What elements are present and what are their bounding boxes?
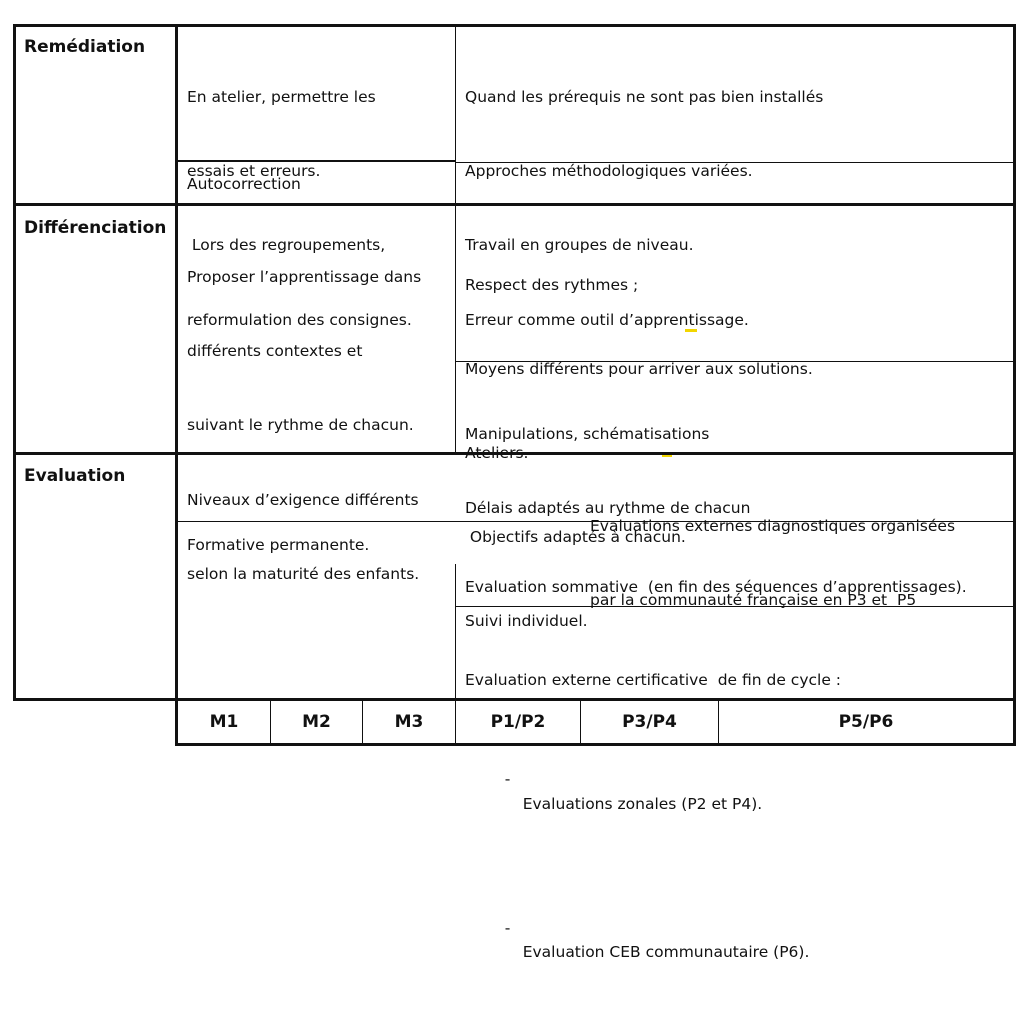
text-line: Objectifs adaptés à chacun. [465, 528, 686, 546]
text-line: essais et erreurs. [187, 161, 321, 180]
list-item [465, 891, 841, 990]
text-line: Lors des regroupements, [187, 236, 386, 255]
text-line: Erreur comme outil d’apprentissage. [465, 310, 749, 329]
evaluation-externes-text [590, 464, 955, 638]
text-line: selon la maturité des enfants. [187, 565, 420, 584]
level-m2: M2 [302, 712, 331, 732]
level-p5-p6: P5/P6 [838, 712, 894, 732]
list-item [465, 742, 841, 841]
text-line: Quand les prérequis ne sont pas bien installés [465, 87, 824, 106]
text-line: Evaluations externes diagnostiques organisées [590, 516, 956, 535]
text-line: suivant le rythme de chacun. [187, 416, 414, 435]
evaluation-sommative: Evaluation sommative (en fin des séquences d’apprentissages). [465, 578, 967, 596]
bullet-dash: - [504, 769, 511, 788]
text-line: Suivi individuel. [465, 612, 588, 630]
evaluation-certificative [465, 618, 841, 1015]
level-p3-p4: P3/P4 [622, 712, 677, 732]
text-line: Ateliers. [465, 444, 529, 462]
level-p1-p2: P1/P2 [490, 712, 546, 732]
text-line: Approches méthodologiques variées. [465, 161, 753, 180]
text-line: Manipulations, schématisations [465, 424, 710, 443]
row-label-evaluation: Evaluation [24, 466, 126, 486]
level-m3: M3 [394, 712, 424, 732]
bullet-dash: - [504, 918, 511, 937]
border-left [13, 24, 16, 700]
list-item-text: Evaluations zonales (P2 et P4). [522, 794, 763, 813]
row-label-remediation: Remédiation [24, 37, 146, 57]
text-line: reformulation des consignes. [187, 310, 412, 329]
row-label-differenciation: Différenciation [24, 218, 167, 238]
evaluation-formative: Formative permanente. [187, 536, 370, 554]
text-line: Proposer l’apprentissage dans [187, 267, 422, 286]
certif-title: Evaluation externe certificative de fin de cycle : [465, 670, 842, 689]
text-line: différents contextes et [187, 341, 363, 360]
label-column-divider [175, 24, 178, 746]
text-line: par la communauté française en P3 et P5 [590, 590, 917, 609]
text-line: Moyens différents pour arriver aux solutions. [465, 360, 813, 378]
differenciation-mid-divider [455, 205, 456, 454]
remediation-autocorrection: Autocorrection [187, 175, 301, 193]
text-line: Délais adaptés au rythme de chacun [465, 498, 751, 517]
border-top [13, 24, 1016, 27]
border-right [1013, 24, 1016, 746]
level-m1: M1 [209, 712, 239, 732]
text-line: En atelier, permettre les [187, 87, 376, 106]
text-line: Travail en groupes de niveau. [465, 236, 694, 255]
list-item-text: Evaluation CEB communautaire (P6). [522, 943, 810, 962]
remediation-mid-divider [455, 24, 456, 205]
text-line: Respect des rythmes ; [465, 276, 639, 294]
text-line: Niveaux d’exigence différents [187, 490, 419, 509]
evaluation-mid-divider [455, 564, 456, 700]
